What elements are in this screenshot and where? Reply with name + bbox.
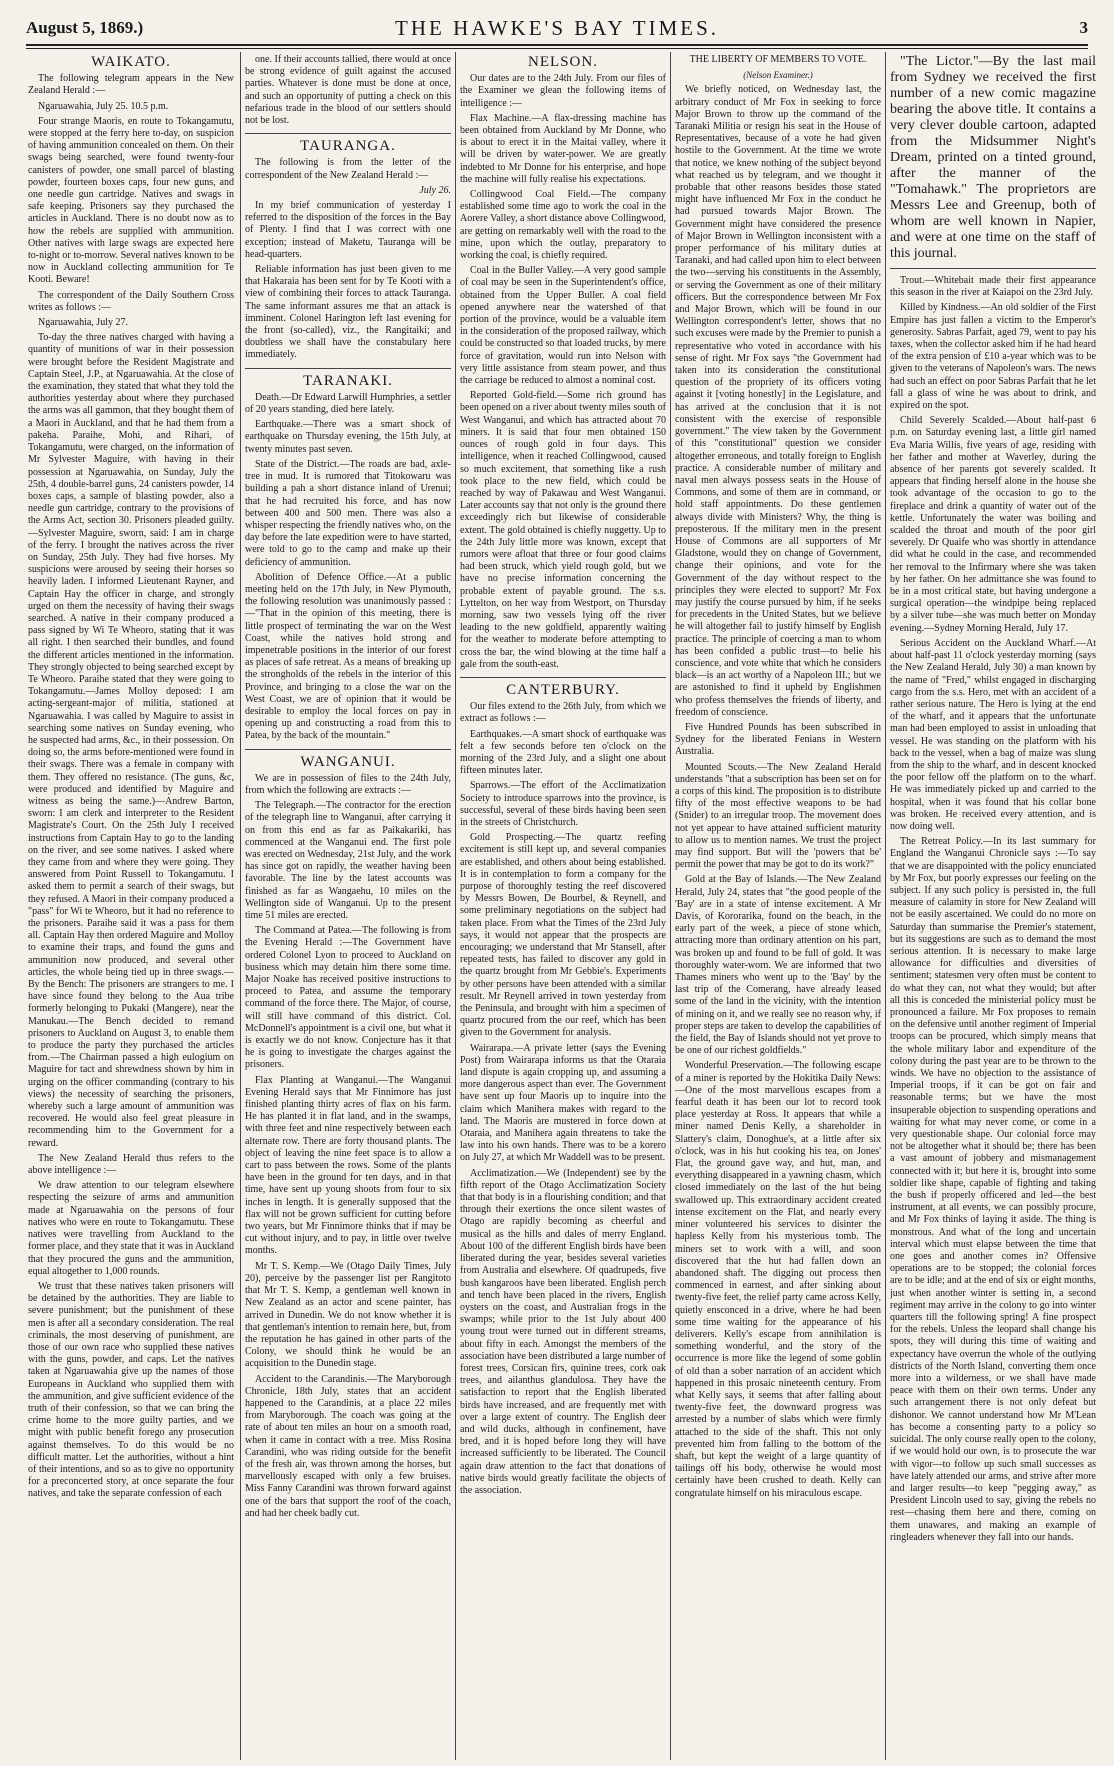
article-source: (Nelson Examiner.) <box>743 70 813 81</box>
article-paragraph: Earthquakes.—A smart shock of earthquake was felt a few seconds before ten o'clock on the morning of the 23rd July, and a slight one about fifteen minutes later. <box>460 728 666 777</box>
column-5 <box>890 54 1096 1759</box>
tauranga-intro: The following is from the letter of the correspondent of the New Zealand Herald :— <box>245 157 451 181</box>
article-paragraph: Reported Gold-field.—Some rich ground has been opened on a river about twenty miles south of West Wanganui, and which has attracted about 70 miners. It is said that four men obtained 150 ounces of rough gold in four days. This intelligence, when it reached Collingwood, caused so much excitement, that something like a rush took place to the new field, which could be reached by way of Pakawau and West Wanganui. Later accounts say that not only is the ground there exceedingly rich but likewise of considerable extent. The gold obtained is chiefly nuggetty. Up to the 24th July little more was known, except that rumors were afloat that three or four good claims had been struck, which yield rough gold, but we have no precise information concerning the probable extent of payable ground. The s.s. Lyttelton, on her way from Westport, on Thursday morning, saw two vessels lying off the river leading to the new goldfield, apparently waiting for the weather to moderate before attempting to cross the bar, the wind blowing at the time half a gale from the south-east. <box>460 390 666 670</box>
article-paragraph: To-day the three natives charged with having a quantity of munitions of war in their possession were brought before the Resident Magistrate and Captain Steel, J.P., at Ngaruawahia. At the close of the examination, they stated that what they told the authorities yesterday about where they purchased the arms was all gammon, that they bought them of a Maori in Auckland, and that he had them from a pakeha. Paraihe, Mohi, and Rihari, of Tokangamutu, were charged, on the information of Mr Sylvester Maguire, with having in their possession at Ngaruawahia, on Sunday, July the 25th, 4 double-barrel guns, 24 canisters powder, 14 boxes caps, a sample of blasting powder, also a needle gun cartridge, contrary to the provisions of the Arms Act, section 30. Prisoners pleaded guilty.—Sylvester Maguire, sworn, said: I am in charge of the ferry. I brought the natives across the river on Sunday, 25th July. They had five horses. My suspicions were aroused by seeing their horses so heavily laden. I informed Lieutenant Rayner, and Captain Hay the officer in charge, and strongly urged on them the necessity of having their swags searched. A native in their company produced a pass signed by Wi Te Wheoro, stating that it was all right. I then searched their bundles, and found the different articles mentioned in the information. They strongly objected to being searched except by Te Wheoro. Paraihe stated that they were going to Tokangamutu.—James Molloy deposed: I am acting-sergeant-major of militia, stationed at Ngaruawahia. I was called by Maguire to assist in searching some natives on Sunday evening, who he suspected had arms, &c., in their possession. On doing so, the arms before-mentioned were found in their swags. There was a female in company with them. They offered no resistance. (The guns, &c, were produced and identified by Maguire and witness as being the same.)—Andrew Barton, sworn: I am clerk and interpreter to the Resident Magistrate's Court. On the 25th July I received instructions from Captain Hay to go to the landing on the river, and see some natives. I asked where they came from and where they were going. They answered from Point Russell to Tokangamutu. I asked them to permit a search of their swags, but they refused. A Maori in their company produced a "pass" for Wi te Wheoro, but it had no reference to the prisoners. Paraihe said it was a pass for them all. Captain Hay then ordered Maguire and Molloy to examine their traps, and found the guns and ammunition now produced, and several other articles, the whole being tied up in three swags.—By the Bench: The prisoners are strangers to me. I have since found they belong to the Aua tribe formerly belonging to Pukaki (Mangere), near the Manukau.—The Bench decided to remand prisoners to Auckland on August 3, to enable them to produce the party they purchased the articles from.—The Chairman passed a high eulogium on Maguire for tact and shrewdness shown by him in urging on the officer commanding (contrary to his views) the necessity of searching the prisoners, whereby such a large amount of ammunition was recovered. He would also feel great pleasure in recommending him to the Government for a reward. <box>28 332 234 1149</box>
masthead-rule <box>26 44 1088 46</box>
article-paragraph: Five Hundred Pounds has been subscribed in Sydney for the liberated Fenians in Western Australia. <box>675 721 881 758</box>
lictor-text: "The Lictor."—By the last mail from Sydney we received the first number of a new comic magazine bearing the above title. It contains a very clever double cartoon, adapted from the Midsummer Night's Dream, printed on a tinted ground, after the manner of the "Tomahawk." The proprietors are Messrs Lee and Greenup, both of whom are well known in Napier, and were at one time on the staff of this journal. <box>890 54 1096 261</box>
news-items <box>890 275 1096 1544</box>
article-paragraph: Death.—Dr Edward Larwill Humphries, a settler of 20 years standing, died here lately. <box>245 391 451 416</box>
article-paragraph: In my brief communication of yesterday I referred to the disposition of the forces in the Bay of Plenty. I find that I was correct with one exception; instead of Maketu, Tauranga will be head-quarters. <box>245 200 451 260</box>
page-number: 3 <box>1079 18 1088 37</box>
article-paragraph: Our files extend to the 26th July, from which we extract as follows :— <box>460 701 666 725</box>
divider <box>245 749 451 750</box>
article-paragraph: Abolition of Defence Office.—At a public meeting held on the 17th July, in New Plymouth, the following resolution was unanimously passed :—"That in the opinion of this meeting, there is little prospect of terminating the war on the West Coast, while the natives hold strong and impenetrable positions in the interior of our forest as places of safe retreat. As a means of breaking up the strongholds of the rebels in the interior of this Province, and bringing to a close the war on the West Coast, we are of opinion that it would be desirable to employ the local forces on pay in opening up and constructing a road from this to Patea, by the back of the mountain." <box>245 571 451 742</box>
article-paragraph: Four strange Maoris, en route to Tokangamutu, were stopped at the ferry here to-day, on suspicion of having ammunition concealed on them. On their swags being searched, were found twenty-four canisters of powder, one small parcel of blasting powder, fourteen boxes caps, four new guns, and one needle gun cartridge. Natives and swags in safe keeping. Prisoners say they purchased the articles in Auckland. There is no doubt now as to how the rebels are supplied with ammunition. Other natives with large swags are expected here to-night or to-morrow. Several natives known to be now in Auckland collecting ammunition for Te Kooti. Beware! <box>28 115 234 286</box>
section-heading-liberty: THE LIBERTY OF MEMBERS TO VOTE. <box>689 54 867 65</box>
article-paragraph: We trust that these natives taken prisoners will be detained by the authorities. They are liable to severe punishment; but the punishment of these men is after all a secondary consideration. The real criminals, the most deserving of punishment, are those of our own race who supplied these natives with the guns, powder, and caps. Let the natives taken at Ngaruawahia give up the names of those Europeans in Auckland who supplied them with the ammunition, and give sufficient evidence of the truth of their confession, so that we can bring the crime home to the more guilty parties, and we might with public benefit forego any prosecution against themselves. To do this would be no difficult matter. Let the authorities, without a hint of their intentions, and so as to give no opportunity for a preconcerted story, at once separate the four natives, and take the separate confession of each <box>28 1280 234 1500</box>
section-heading-wanganui: WANGANUI. <box>300 753 396 770</box>
waikato-articles <box>28 73 234 1500</box>
article-paragraph: The Retreat Policy.—In its last summary for England the Wanganui Chronicle says :—To say that we are disappointed with the policy enunciated by Mr Fox, but poorly expresses our feeling on the subject. If any such policy is persisted in, the full measure of calamity in store for New Zealand will not be easily ascertained. We could do no more on Saturday than summarise the Premier's statement, but its suggestions are such as to demand the most serious attention. It is necessary to make large allowance for difficulties and diversities of sentiment; statesmen very often must be content to do what they can, not what they would; but after all this is conceded the ministerial policy must be pronounced a failure. Mr Fox proposes to remain on the defensive until another regiment of Imperial troops can be procured, which simply means that the whole military labor and expenditure of the colony during the past year are to be thrown to the winds. We have no objection to the assistance of Imperial troops, if it can be got on fair and reasonable terms; but we have the most insuperable objection to suspending operations and waiting for what may never come, or come in a very questionable shape. Our colonial force may not be altogether what it should be; there has been a vast amount of jobbery and mismanagement connected with it; but here it is, brought into some soldier like shape, capable of fighting and taking the bush if properly officered and led—the best instrument, at all events, we can possibly procure, and Mr Fox thinks of laying it aside. The thing is monstrous. And what of the long and uncertain interval which must elapse between the time that one goes and another comes in? Offensive operations are to be stopped; the colonial forces are to be idle; and at the end of six or eight months, just when another winter is setting in, a second regiment may arrive in the colony to go into winter quarters till the following spring! A fine prospect for the rebels. Unless the leopard shall change his spots, they will during this time of waiting and expectancy have overrun the whole of the outlying districts of the North Island, converting them once more into a wilderness, or we shall have made peace with them on their own terms. Under any such arrangement there is not only defeat but dishonor. We cannot understand how Mr M'Lean has become a consenting party to a policy so suicidal. The only course really open to the colony, if we would hold our own, is to prosecute the war with vigor—to follow up such small successes as have lately attended our arms, and strive after more and larger results—to keep "pegging away," as President Lincoln used to say, giving the rebels no rest—chasing them here and there, coming on them unawares, and making an example of ringleaders whenever they fall into our hands. <box>890 836 1096 1543</box>
article-paragraph: We are in possession of files to the 24th July, from which the following are extracts :— <box>245 772 451 796</box>
column-divider <box>885 52 886 1760</box>
article-paragraph: The New Zealand Herald thus refers to the above intelligence :— <box>28 1152 234 1177</box>
article-paragraph: Acclimatization.—We (Independent) see by the fifth report of the Otago Acclimatization Society that that body is in a flourishing condition; and that through their exertions the once silent wastes of Otago are rapidly becoming as cheerful and musical as the hills and dales of merry England. About 100 of the different English birds have been liberated during the year, besides several varieties from Australia and elsewhere. Of quadrupeds, five bush kangaroos have been liberated. English perch and tench have been placed in the rivers, English oysters on the coast, and Australian frogs in the swamps; while prior to the 1st July about 400 young trout were turned out in different streams, about fifty in each. Amongst the members of the association have been distributed a large number of forest trees, Corsican firs, quinine trees, cork oak trees, and ailanthus glandulosa. They have the satisfaction to report that the English liberated birds have increased, and are frequently met with over a large extent of country. The English deer and wild ducks, although in confinement, have bred, and it is hoped before long they will have increased sufficiently to be liberated. The Council again draw attention to the fact that donations of native birds would greatly facilitate the objects of the association. <box>460 1167 666 1496</box>
article-paragraph: State of the District.—The roads are bad, axle-tree in mud. It is rumored that Titokowaru was building a pah a short distance inland of Urenui; that he had recruited his force, and has now between 400 and 500 men. There was also a whisper respecting the friendly natives who, on the day before the late expedition were to have started, were told to go to the camp and make up their deficiency of ammunition. <box>245 458 451 568</box>
divider <box>890 268 1096 269</box>
article-paragraph: Ngaruawahia, July 27. <box>38 317 128 329</box>
column-4 <box>675 54 881 1759</box>
divider <box>245 368 451 369</box>
column-divider <box>240 52 241 1760</box>
article-paragraph: Accident to the Carandinis.—The Maryborough Chronicle, 18th July, states that an accident happened to the Carandinis, at a place 22 miles from Maryborough. The coach was going at the rate of about ten miles an hour on a smooth road, when it came in contact with a tree. Miss Rosina Carandini, who was riding outside for the benefit of the fresh air, was thrown among the horses, but marvellously escaped with only a few bruises. Miss Fanny Carandini was thrown forward against one of the bars that support the roof of the coach, and had her cheek badly cut. <box>245 1373 451 1519</box>
article-paragraph: The correspondent of the Daily Southern Cross writes as follows :— <box>28 289 234 313</box>
column-1 <box>28 54 234 1759</box>
column-divider <box>455 52 456 1760</box>
section-heading-tauranga: TAURANGA. <box>300 138 396 155</box>
column-3 <box>460 54 666 1759</box>
masthead-rule-thin <box>26 48 1088 49</box>
section-heading-waikato: WAIKATO. <box>91 54 171 70</box>
section-heading-canterbury: CANTERBURY. <box>506 681 620 698</box>
article-paragraph: We briefly noticed, on Wednesday last, the arbitrary conduct of Mr Fox in seeking to force Major Brown to throw up the command of the Taranaki Militia or resign his seat in the House of Representatives, because of a vote he had given hostile to the Government. At the time we wrote that notice, we knew nothing of the subject beyond what reached us by telegram, and we thought it probable that other reasons besides those stated might have influenced Mr Fox in the conduct he had pursued towards Major Brown. The Government might have considered the presence of Major Brown in Wellington inconsistent with a proper performance of his military duties at Taranaki, and had called upon him to elect between the two—serving his constituents in the Assembly, or serving the Government as one of their military officers. But the correspondence between Mr Fox and Major Brown, which will be found in our Wellington correspondent's letter, shows that no such excuses were made by the Premier to punish a representative who voted in accordance with his sense of right. Mr Fox says "the Government had taken into its consideration the constitutional question of the propriety of its officers voting against it [voting honestly] in the Legislature, and has arrived at the conclusion that it is not consistent with the exercise of responsible government." The view taken by the Government of this "constitutional" question we consider altogether erroneous, and totally foreign to English practice. A considerable number of military and naval men always possess seats in the House of Commons, and some of them are in command, or hold staff appointments. Do these gentlemen always divide with Ministers? Why, the thing is preposterous. If the military men in the present House of Commons are all supporters of Mr Gladstone, would they on change of Government, change their opinions, and vote for the Government of the day without respect to the principles they were elected to support? Mr Fox may justify the course pursued by him, if he seeks for precedents in the United States, but we believe he will altogether fail to justify himself by English practice. The principle of coercing a man to whom has been confided a public trust—to belie his conscience, and vote white that which he considers black—is an act worthy of a Napoleon III.; but we are astonished to find it upheld by Englishmen who profess themselves the friends of liberty, and freedom of conscience. <box>675 84 881 718</box>
nelson-articles <box>460 73 666 671</box>
article-paragraph: Flax Planting at Wanganui.—The Wanganui Evening Herald says that Mr Finnimore has just finished planting thirty acres of flax on his farm. He has planted it in flat land, and in the swamps, with three feet and nine respectively between each alternate row. There are forty thousand plants. The object of leaving the nine feet space is to allow a cart to pass between the rows. Some of the plants have been in the ground for ten days, and in that time, have sent up young shoots from four to six inches in length. It is generally supposed that the flax will not be grown sufficient for cutting before two years, but Mr Finnimore thinks that if may be cut without injury, and to pay, in little over twelve months. <box>245 1074 451 1257</box>
article-paragraph: Our dates are to the 24th July. From our files of the Examiner we glean the following items of intelligence :— <box>460 73 666 109</box>
article-paragraph: Killed by Kindness.—An old soldier of the First Empire has just fallen a victim to the Emperor's generosity. Sabras Parfait, aged 79, went to pay his taxes, when the collector asked him if he had heard of the extra pension of £10 a-year which was to be given to the veterans of Napoleon's wars. The news had such an effect on poor Sabras Parfait that he let fall a glass of wine he was about to drink, and expired on the spot. <box>890 302 1096 412</box>
article-paragraph: Gold at the Bay of Islands.—The New Zealand Herald, July 24, states that "the good people of the 'Bay' are in a state of intense excitement. A Mr Davis, of Kororarika, found on the beach, in the early part of the week, a piece of stone which, attracting more than ordinary attention on his part, was broken up and found to be full of gold. It was thoroughly water-worn. We are informed that two Thames miners who went up to the 'Bay' by the last trip of the Comerang, have already leased some of the land in the vicinity, with the intention of mining on it, and we really see no reason why, if proper steps are taken to develop the capabilities of the field, the Bay of Islands should not yet prove to be one of our richest goldfields." <box>675 874 881 1057</box>
article-paragraph: Trout.—Whitebait made their first appearance this season in the river at Kaiapoi on the 23rd July. <box>890 275 1096 299</box>
article-paragraph: Reliable information has just been given to me that Hakaraia has been sent for by Te Kooti with a view of combining their forces to attack Tauranga. The same informant assures me that an attack is imminent. Colonel Harington left last evening for the front (so-called), viz., the Rangitaiki; and doubtless we shall have the constabulary here immediately. <box>245 264 451 361</box>
column-2 <box>245 54 451 1759</box>
article-paragraph: Child Severely Scalded.—About half-past 6 p.m. on Saturday evening last, a little girl named Eva Maria Willis, five years of age, residing with her father and mother at Waverley, during the absence of her parents got severely scalded. It appears that finding herself alone in the house she took advantage of the occasion to go to the fireplace and drink a quantity of water out of the kettle. Unfortunately the water was boiling and scalded the throat and mouth of the poor girl severely. Dr Quaife who was shortly in attendance did what he could in the case, and recommended her removal to the Infirmary where she was taken by her father. On her admittance she was found to be in a most critical state, but having undergone a surgical operation—the windpipe being replaced by a silver tube—she was much better on Monday evening.—Sydney Morning Herald, July 17. <box>890 415 1096 634</box>
divider <box>245 133 451 134</box>
article-paragraph: Sparrows.—The effort of the Acclimatization Society to introduce sparrows into the province, is successful, several of these birds having been seen in the streets of Christchurch. <box>460 780 666 828</box>
masthead <box>26 14 1088 40</box>
article-paragraph: Ngaruawahia, July 25. 10.5 p.m. <box>38 100 169 112</box>
article-paragraph: Mounted Scouts.—The New Zealand Herald understands "that a subscription has been set on for a corps of this kind. The proposition is to distribute fifty of the most effective weapons to be had (Snider) to an irregular troop. The movement does not yet appear to have attained sufficient maturity to allow us to mention names. We trust the project may find support. But will the 'powers that be' permit the power that may be got to do its work?" <box>675 761 881 871</box>
article-paragraph: Serious Accident on the Auckland Wharf.—At about half-past 11 o'clock yesterday morning (says the New Zealand Herald, July 30) a man known by the name of "Fred," whilst engaged in discharging cargo from the s.s. Hero, met with an accident of a rather serious nature. The Hero is lying at the end of the wharf, and it appears that the unfortunate man had been employed to assist in unloading that vessel. He was standing on the platform with his back to the vessel, when a bag of maize was slung from the ship to the wharf, and in descent knocked the poor fellow off the platform on to the wharf. He was immediately picked up and carried to the hospital, when it was found that his collar bone was broken. He received every attention, and is now doing well. <box>890 637 1096 832</box>
issue-date: August 5, 1869.) <box>26 18 144 37</box>
article-paragraph: Earthquake.—There was a smart shock of earthquake on Thursday evening, the 15th July, at twenty minutes past seven. <box>245 419 451 455</box>
article-paragraph: Coal in the Buller Valley.—A very good sample of coal may be seen in the Superintendent's office, obtained from the Upper Buller. A coal field opened anywhere near the watershed of that portion of the province, would be a valuable item in the consideration of the proposed railway, which could be constructed so that loaded trucks, by mere force of gravitation, would run into Nelson with very little assistance from steam power, and thus the carriage be reduced to almost a nominal cost. <box>460 265 666 387</box>
article-paragraph: Gold Prospecting.—The quartz reefing excitement is still kept up, and several companies are established, and others about being established. It is in contemplation to form a company for the purpose of thoroughly testing the reef discovered by Messrs Bowen, De Bourbel, & Reynell, and some preliminary negotiations on the subject had taken place. From what the Times of the 23rd July says, it would not appear that the prospects are encouraging; we understand that Mr Stansell, after repeated tests, has failed to discover any gold in the quartz brought from Mr Gebbie's. Experiments by other persons have been attended with a similar result. Mr Reynell arrived in town yesterday from the Peninsula, and brought with him a specimen of quartz procured from the our reef, which has been given to the Government for analysis. <box>460 832 666 1039</box>
lictor-notice <box>890 54 1096 262</box>
article-paragraph: Flax Machine.—A flax-dressing machine has been obtained from Auckland by Mr Donne, who is about to erect it in the Maitai valley, where it will be driven by water-power. We are greatly indebted to Mr Donne for his enterprise, and hope the machine will fully realise his expectations. <box>460 112 666 185</box>
liberty-articles <box>675 84 881 1499</box>
canterbury-articles <box>460 701 666 1497</box>
article-paragraph: Wonderful Preservation.—The following escape of a miner is reported by the Hokitika Daily News:—One of the most marvellous escapes from a fearful death it has been our lot to record took place yesterday at Ross. It appears that while a miner named Denis Kelly, a shareholder in Slattery's claim, Donoghue's, at a little after six o'clock, was in his hut cooking his tea, on Jones' Flat, the ground gave way, and hut, man, and everything disappeared in a yawning chasm, which closed immediately on the last of the hut being swallowed up. This extraordinary accident created intense excitement on the Flat, and nearly every miner volunteered his services to disinter the hapless Kelly from his mysterious tomb. The miners set to work with a will, and soon discovered that the hut had fallen down an abandoned shaft. The digging out process then commenced in earnest, and after sinking about twenty-five feet, the relief party came across Kelly, quietly ensconced in a drive, where he had been some time waiting for the appearance of his deliverers. Kelly's escape from annihilation is something wonderful, and the story of the occurrence is more like the legend of some goblin of old than a sober narration of an accident which happened in this prosaic nineteenth century. From what Kelly says, it seems that after falling about twenty-five feet, the downward progress was arrested by a number of slabs which were firmly attached to the side of the shaft. This not only prevented him from falling to the bottom of the shaft, but kept the weight of a large quantity of tailings off his body, otherwise he would most certainly have been crushed to death. Kelly can congratulate himself on his miraculous escape. <box>675 1060 881 1499</box>
column-divider <box>670 52 671 1760</box>
article-paragraph: We draw attention to our telegram elsewhere respecting the seizure of arms and ammunition made at Ngaruawahia on the persons of four natives who were en route to Tokangamutu. These natives were travelling from Auckland to the former place, and they state that it was in Auckland that they procured the guns and the ammunition, equal altogether to 1,000 rounds. <box>28 1180 234 1277</box>
article-paragraph: The following telegram appears in the New Zealand Herald :— <box>28 73 234 97</box>
wanganui-articles <box>245 773 451 1520</box>
article-paragraph: Wairarapa.—A private letter (says the Evening Post) from Wairarapa informs us that the Otaraia land dispute is again cropping up, and assuming a more dangerous aspect than ever. The Government have sent up four Maoris up to inquire into the claim which Manihera makes with regard to the land. The Maoris are mustered in force down at Otaraia, and Manihera again threatens to take the law into his own hands. There was to be a korero on July 27, at which Mr Waddell was to be present. <box>460 1042 666 1164</box>
article-paragraph: The Telegraph.—The contractor for the erection of the telegraph line to Wanganui, after carrying it on from this end as far as Paikakariki, has commenced at the Wanganui end. The first pole was erected on Wednesday, 21st July, and the work has since got on rapidly, the weather having been favorable. The line by the latest accounts was finished as far as Wangaehu, 10 miles on the Wellington side of Wanganui. Up to the present time 51 miles are erected. <box>245 800 451 921</box>
section-heading-taranaki: TARANAKI. <box>303 372 393 389</box>
article-paragraph: The Command at Patea.—The following is from the Evening Herald :—The Government have ordered Colonel Lyon to proceed to Auckland on business which may detain him there some time. Major Noake has received positive instructions to proceed to Patea, and assume the temporary command of the force there. The Major, of course, will still have command of this district. Col. McDonnell's appointment is a civil one, but what it is exactly we do not know. Conjecture has it that he is going to investigate the charges against the prisoners. <box>245 925 451 1071</box>
tauranga-articles <box>245 200 451 362</box>
tauranga-dateline: July 26. <box>419 184 451 196</box>
article-paragraph: Collingwood Coal Field.—The company established some time ago to work the coal in the Aorere Valley, a short distance above Collingwood, are getting on remarkably well with the road to the mine, upon which the outlay, preparatory to working the coal, is chiefly required. <box>460 189 666 262</box>
waikato-continued: one. If their accounts tallied, there would at once be strong evidence of guilt against the accused parties. Whatever is done must be done at once, and such an opportunity of putting a check on this nefarious trade in the blood of our settlers should not be lost. <box>245 54 451 127</box>
divider <box>460 677 666 678</box>
newspaper-title: THE HAWKE'S BAY TIMES. <box>395 16 719 40</box>
article-paragraph: Mr T. S. Kemp.—We (Otago Daily Times, July 20), perceive by the passenger list per Rangitoto that Mr T. S. Kemp, a gentleman well known in New Zealand as an actor and scene painter, has arrived in Dunedin. We do not know whether it is that gentleman's intention to remain here, but, from the reputation he has gained in other parts of the Colony, we should think he would be an acquisition to the Dunedin stage. <box>245 1260 451 1370</box>
taranaki-articles <box>245 392 451 743</box>
section-heading-nelson: NELSON. <box>528 54 598 70</box>
